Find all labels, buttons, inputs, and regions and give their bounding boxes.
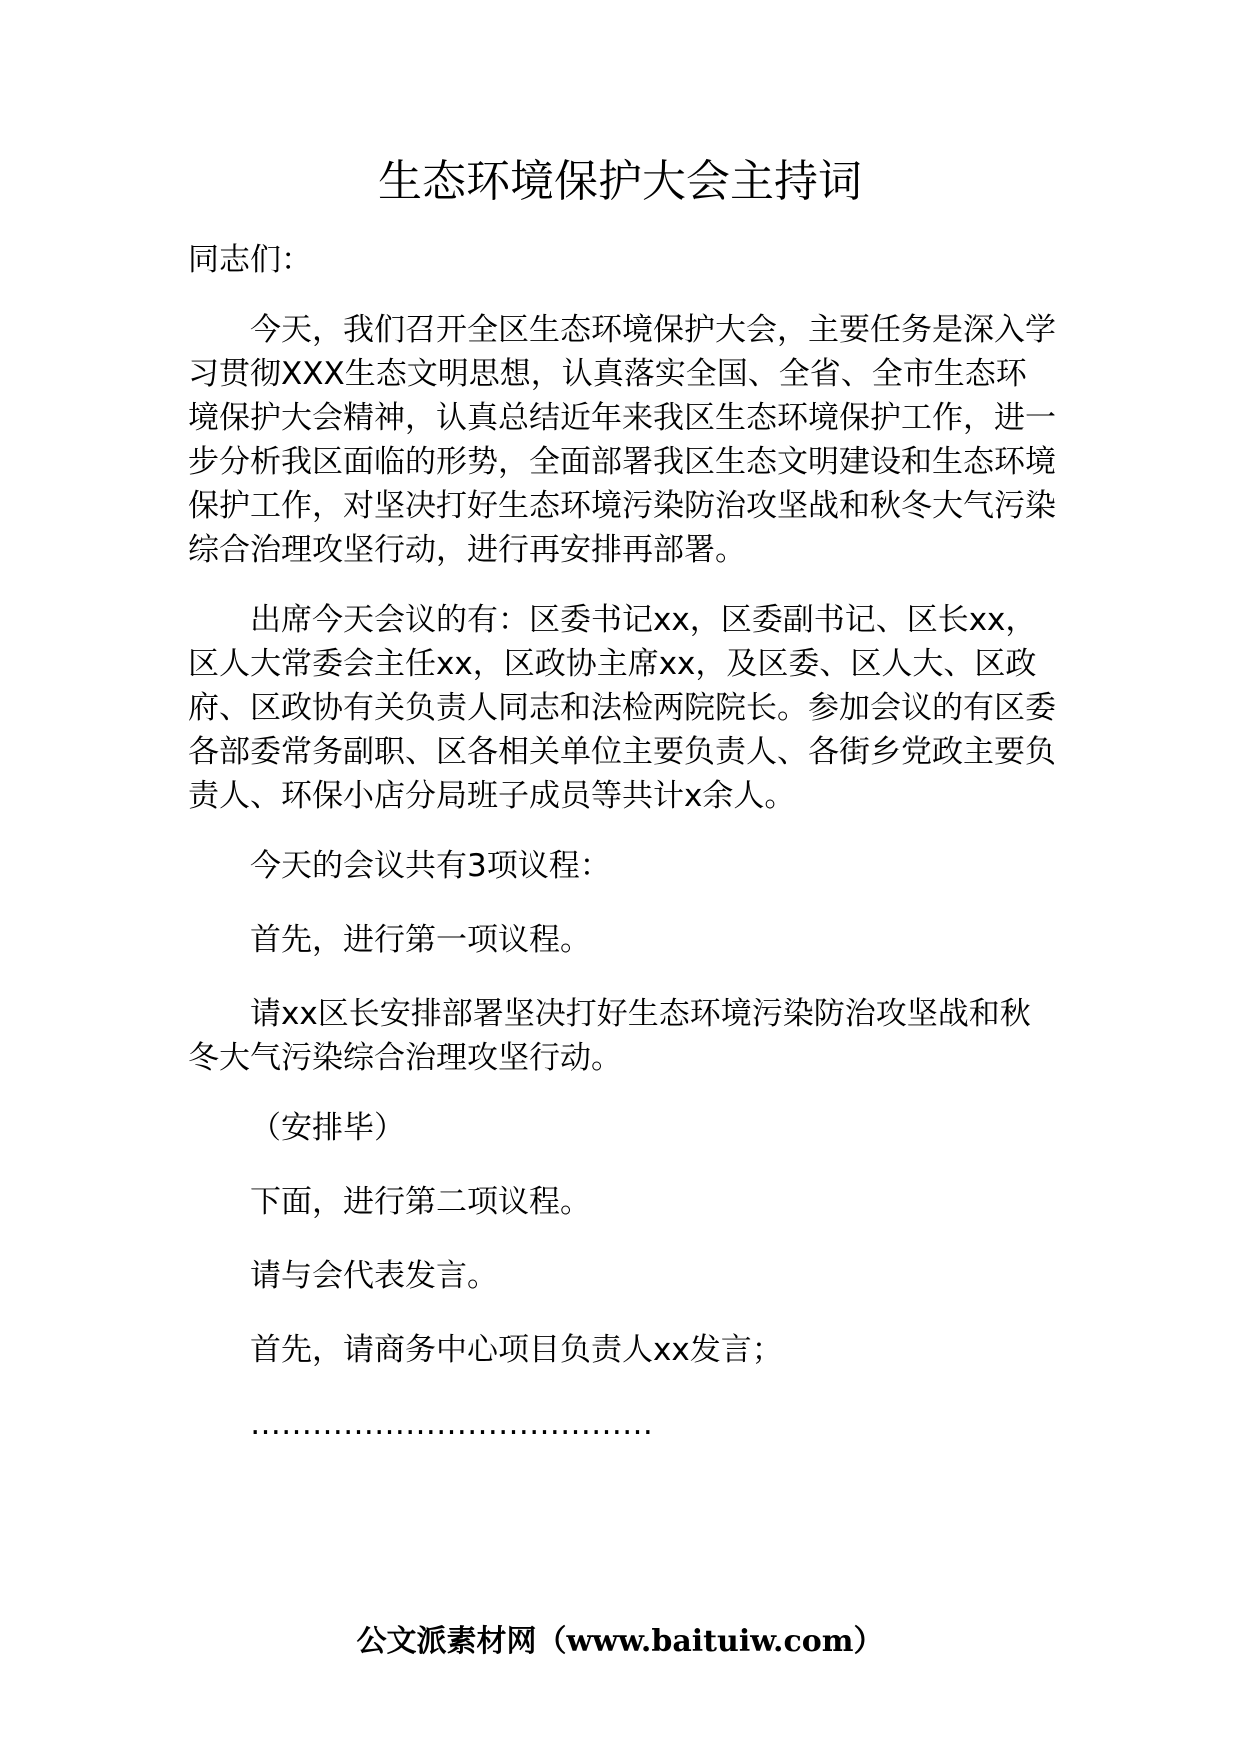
paragraph-agenda-two: 下面，进行第二项议程。 [250,1184,591,1220]
paragraph-arrangement-done: （安排毕） [250,1110,405,1146]
paragraph-agenda-count: 今天的会议共有3项议程： [250,848,611,884]
paragraph-first-speaker: 首先，请商务中心项目负责人xx发言； [250,1332,783,1368]
footer-watermark: 公文派素材网（www.baituiw.com） [356,1624,884,1659]
paragraph-speeches: 请与会代表发言。 [250,1258,498,1294]
salutation: 同志们： [188,242,312,278]
paragraph-agenda-one-detail: 请xx区长安排部署坚决打好生态环境污染防治攻坚战和秋冬大气污染综合治理攻坚行动。 [188,996,1031,1076]
paragraph-ellipsis: ………………………………… [250,1406,653,1442]
paragraph-agenda-one: 首先，进行第一项议程。 [250,922,591,958]
paragraph-attendees: 出席今天会议的有：区委书记xx，区委副书记、区长xx，区人大常委会主任xx，区政协主席xx，及区委、区人大、区政府、区政协有关负责人同志和法检两院院长。参加会议的有区委各部委常务副职、区各相关单位主要负责人、各街乡党政主要负责人、环保小店分局班子成员等共计x余人。 [188,602,1056,814]
document-title: 生态环境保护大会主持词 [378,156,862,207]
paragraph-intro: 今天，我们召开全区生态环境保护大会，主要任务是深入学习贯彻XXX生态文明思想，认真落实全国、全省、全市生态环境保护大会精神，认真总结近年来我区生态环境保护工作，进一步分析我区面临的形势，全面部署我区生态文明建设和生态环境保护工作，对坚决打好生态环境污染防治攻坚战和秋冬大气污染综合治理攻坚行动，进行再安排再部署。 [188,312,1056,568]
document-body [188,238,1056,1472]
